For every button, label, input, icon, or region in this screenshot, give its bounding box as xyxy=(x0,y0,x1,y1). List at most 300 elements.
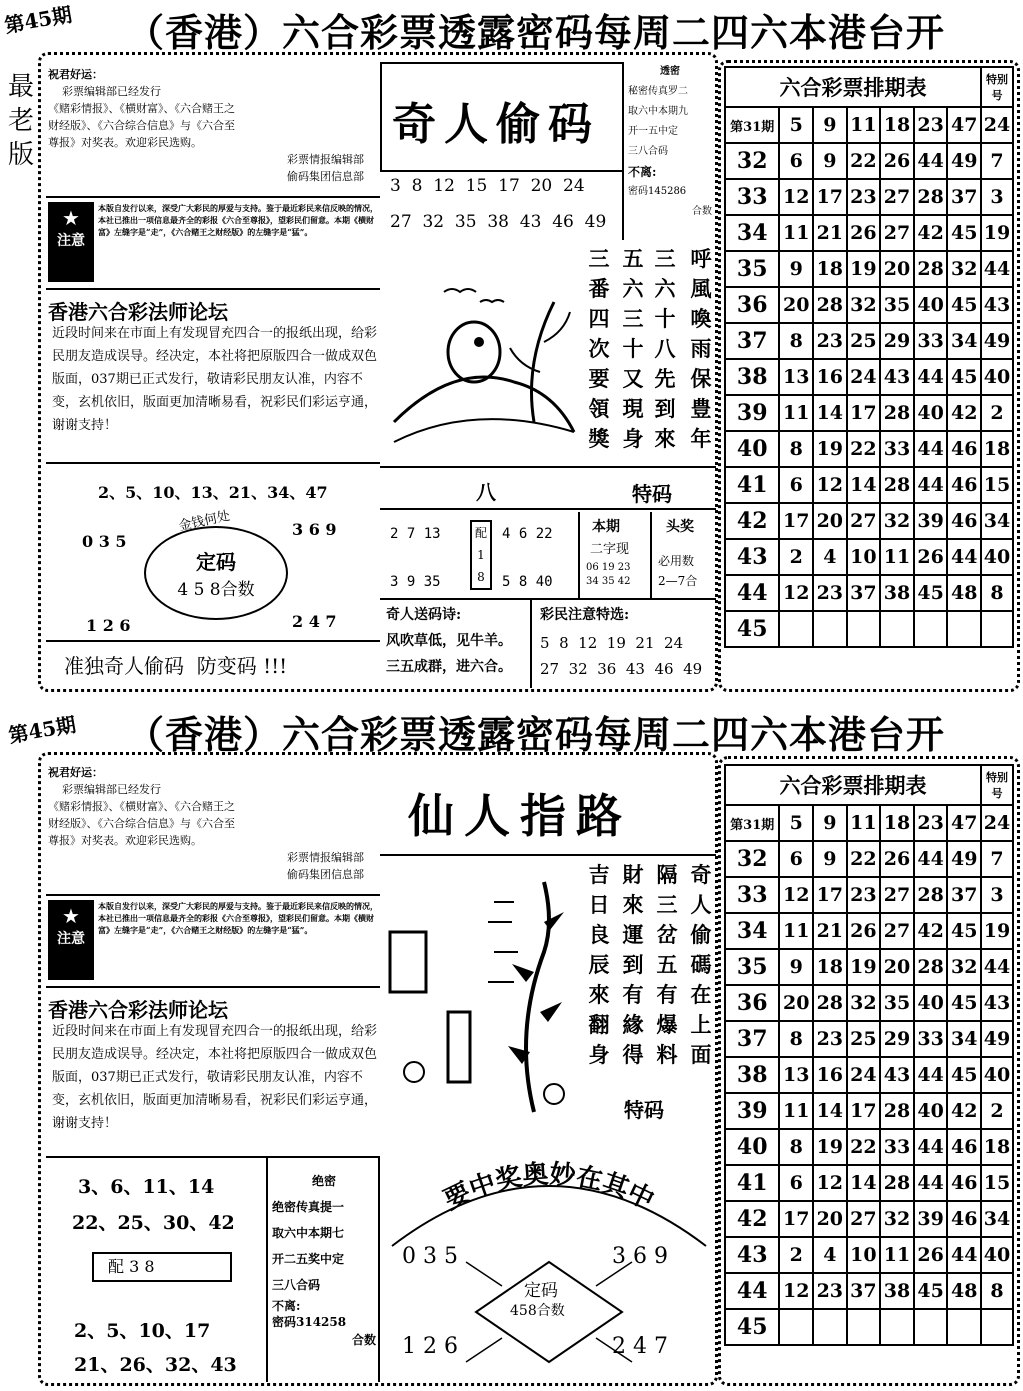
schedule-period: 42 xyxy=(725,503,779,539)
schedule-number: 46 xyxy=(947,431,981,467)
side-char: 最 xyxy=(7,72,34,102)
schedule-number: 10 xyxy=(847,1237,881,1273)
head-sub: 必用数 xyxy=(658,554,695,568)
schedule-number: 25 xyxy=(847,1021,881,1057)
schedule-number: 11 xyxy=(779,395,813,431)
schedule-number: 19 xyxy=(813,431,847,467)
schedule-number: 28 xyxy=(914,251,948,287)
schedule-number: 44 xyxy=(947,539,981,575)
divider xyxy=(380,854,716,856)
forum-title: 香港六合彩法师论坛 xyxy=(48,998,228,1022)
schedule-title: 六合彩票排期表 xyxy=(725,67,981,107)
schedule-number: 11 xyxy=(847,805,881,841)
schedule-period: 45 xyxy=(725,1309,779,1345)
schedule-period: 40 xyxy=(725,431,779,467)
schedule-number: 9 xyxy=(779,949,813,985)
schedule-number: 33 xyxy=(914,323,948,359)
schedule-number: 46 xyxy=(947,503,981,539)
schedule-number: 16 xyxy=(813,359,847,395)
schedule-special-head: 特别号 xyxy=(981,67,1013,107)
schedule-number: 14 xyxy=(813,1093,847,1129)
schedule-table-top xyxy=(724,66,1014,648)
schedule-number: 43 xyxy=(981,985,1013,1021)
schedule-number: 21 xyxy=(813,215,847,251)
schedule-number: 24 xyxy=(847,1057,881,1093)
poem-column: 三 番 四 次 要 領 獎 xyxy=(588,246,610,451)
schedule-number: 2 xyxy=(779,1237,813,1273)
schedule-number: 12 xyxy=(779,877,813,913)
diamond-sub: 458合数 xyxy=(510,1303,565,1319)
schedule-row xyxy=(725,539,1013,575)
schedule-number: 32 xyxy=(847,985,881,1021)
schedule-number: 28 xyxy=(813,985,847,1021)
numbers-row: 2、5、10、13、21、34、47 xyxy=(98,483,328,502)
schedule-number: 33 xyxy=(914,1021,948,1057)
schedule-number: 37 xyxy=(847,575,881,611)
schedule-number xyxy=(847,611,881,647)
schedule-row xyxy=(725,1273,1013,1309)
schedule-number: 11 xyxy=(779,215,813,251)
schedule-number: 18 xyxy=(880,107,914,143)
schedule-row xyxy=(725,1309,1013,1345)
schedule-number xyxy=(981,1309,1013,1345)
poem-column: 五 六 三 十 又 現 身 xyxy=(622,246,644,451)
schedule-number: 28 xyxy=(880,467,914,503)
schedule-period: 45 xyxy=(725,611,779,647)
schedule-number: 18 xyxy=(981,431,1013,467)
schedule-number: 40 xyxy=(981,1237,1013,1273)
poem-column: 呼 風 喚 雨 保 豊 年 xyxy=(690,246,712,451)
schedule-number: 28 xyxy=(880,395,914,431)
attention-nums: 27 32 36 43 46 49 xyxy=(540,660,703,678)
top-greeting xyxy=(48,66,378,194)
schedule-number: 17 xyxy=(847,1093,881,1129)
schedule-number: 40 xyxy=(981,359,1013,395)
schedule-number: 47 xyxy=(947,805,981,841)
poem2-line: 风吹草低，见牛羊。 xyxy=(386,633,512,649)
schedule-period: 43 xyxy=(725,539,779,575)
head-title: 头奖 xyxy=(666,519,694,535)
numbers-line: 21、26、32、43 xyxy=(74,1354,237,1376)
schedule-row xyxy=(725,431,1013,467)
diamond-title: 定码 xyxy=(524,1281,558,1301)
poem2-line: 三五成群，进六合。 xyxy=(386,659,512,675)
schedule-period: 35 xyxy=(725,949,779,985)
schedule-number: 13 xyxy=(779,359,813,395)
schedule-period: 41 xyxy=(725,467,779,503)
schedule-number: 12 xyxy=(779,575,813,611)
schedule-number: 47 xyxy=(947,107,981,143)
schedule-number xyxy=(914,1309,948,1345)
schedule-number: 49 xyxy=(947,841,981,877)
right-number: 3 6 9 xyxy=(292,520,337,539)
schedule-number: 40 xyxy=(981,1057,1013,1093)
current-title: 本期 xyxy=(592,519,620,535)
schedule-number: 2 xyxy=(981,395,1013,431)
schedule-number: 26 xyxy=(914,539,948,575)
schedule-number: 6 xyxy=(779,143,813,179)
schedule-row xyxy=(725,215,1013,251)
schedule-period: 第31期 xyxy=(725,107,779,143)
schedule-number: 42 xyxy=(947,1093,981,1129)
schedule-number: 45 xyxy=(947,1057,981,1093)
schedule-title: 六合彩票排期表 xyxy=(725,765,981,805)
pair-box: 配 3 8 xyxy=(92,1252,232,1282)
schedule-number: 18 xyxy=(813,251,847,287)
schedule-number: 18 xyxy=(880,805,914,841)
schedule-number: 20 xyxy=(880,251,914,287)
left-number: 0 3 5 xyxy=(402,1244,458,1269)
schedule-number xyxy=(847,1309,881,1345)
schedule-number: 17 xyxy=(813,877,847,913)
schedule-number: 6 xyxy=(779,841,813,877)
schedule-period: 37 xyxy=(725,323,779,359)
schedule-number: 11 xyxy=(847,107,881,143)
schedule-period: 第31期 xyxy=(725,805,779,841)
schedule-number: 11 xyxy=(779,1093,813,1129)
schedule-number: 6 xyxy=(779,467,813,503)
schedule-number: 46 xyxy=(947,1201,981,1237)
arc-text: 要中奖奥妙在其中 xyxy=(439,1159,659,1216)
schedule-number xyxy=(880,611,914,647)
divider xyxy=(46,288,380,290)
secret-line: 取六中本期七 xyxy=(272,1226,345,1240)
greeting-sign: 彩票情报编辑部 xyxy=(287,153,364,166)
schedule-row xyxy=(725,1021,1013,1057)
schedule-number: 29 xyxy=(880,323,914,359)
schedule-number: 26 xyxy=(914,1237,948,1273)
schedule-row xyxy=(725,1057,1013,1093)
schedule-special-head: 特别号 xyxy=(981,765,1013,805)
schedule-number: 44 xyxy=(914,467,948,503)
schedule-number: 28 xyxy=(914,179,948,215)
schedule-number: 49 xyxy=(981,323,1013,359)
mini-nums-b2: 5 8 40 xyxy=(502,574,553,590)
head-sub: 2—7合 xyxy=(658,574,698,588)
schedule-number: 9 xyxy=(813,143,847,179)
svg-text:要中奖奥妙在其中 xyxy=(440,1159,659,1216)
schedule-number: 23 xyxy=(813,1273,847,1309)
schedule-number: 44 xyxy=(914,1057,948,1093)
poem-column: 三 六 十 八 先 到 來 xyxy=(654,246,676,451)
schedule-row xyxy=(725,395,1013,431)
schedule-number: 14 xyxy=(847,1165,881,1201)
schedule-number xyxy=(947,611,981,647)
schedule-row xyxy=(725,805,1013,841)
secret-line: 取六中本期九 xyxy=(628,106,688,117)
schedule-number: 12 xyxy=(779,179,813,215)
schedule-number: 32 xyxy=(880,1201,914,1237)
greeting-line: 《赌彩情报》、《横财富》、《六合赌王之 xyxy=(48,800,235,813)
schedule-number xyxy=(981,611,1013,647)
schedule-number: 46 xyxy=(947,1129,981,1165)
schedule-number: 23 xyxy=(847,179,881,215)
schedule-number: 28 xyxy=(813,287,847,323)
schedule-number: 42 xyxy=(947,395,981,431)
schedule-number: 7 xyxy=(981,841,1013,877)
secret-code: 密码145286 xyxy=(628,186,687,197)
side-char: 老 xyxy=(7,106,34,136)
schedule-number xyxy=(947,1309,981,1345)
title-text: 仙人指路 xyxy=(408,789,632,843)
schedule-period: 43 xyxy=(725,1237,779,1273)
numbers-line: 2、5、10、17 xyxy=(74,1320,211,1342)
secret-line: 三八合码 xyxy=(272,1278,321,1292)
schedule-number xyxy=(880,1309,914,1345)
schedule-number: 40 xyxy=(914,287,948,323)
title-numbers-2: 27 32 35 38 43 46 49 xyxy=(390,212,607,232)
schedule-number: 20 xyxy=(813,503,847,539)
schedule-number: 11 xyxy=(779,913,813,949)
greeting-line: 《赌彩情报》、《横财富》、《六合赌王之 xyxy=(48,102,235,115)
schedule-number: 11 xyxy=(880,539,914,575)
schedule-number: 32 xyxy=(880,503,914,539)
schedule-number: 15 xyxy=(981,467,1013,503)
secret-head: 绝密 xyxy=(311,1174,336,1188)
schedule-number: 23 xyxy=(813,323,847,359)
divider xyxy=(650,512,652,598)
schedule-row xyxy=(725,877,1013,913)
schedule-row xyxy=(725,985,1013,1021)
schedule-number: 48 xyxy=(947,1273,981,1309)
schedule-number: 2 xyxy=(779,539,813,575)
schedule-row xyxy=(725,179,1013,215)
schedule-number: 8 xyxy=(779,431,813,467)
schedule-number: 35 xyxy=(880,985,914,1021)
schedule-number: 5 xyxy=(779,805,813,841)
greeting-line: 彩票编辑部已经发行 xyxy=(62,783,161,796)
schedule-number xyxy=(779,1309,813,1345)
schedule-number: 17 xyxy=(779,503,813,539)
schedule-number: 12 xyxy=(779,1273,813,1309)
special-label: 特码 xyxy=(624,1098,664,1122)
schedule-number: 23 xyxy=(914,805,948,841)
schedule-row xyxy=(725,503,1013,539)
current-sub: 二字现 xyxy=(590,542,630,557)
oval-title: 定码 xyxy=(196,550,236,574)
oval-sub: 4 5 8合数 xyxy=(177,580,255,600)
schedule-period: 39 xyxy=(725,1093,779,1129)
divider xyxy=(530,598,532,688)
schedule-row xyxy=(725,949,1013,985)
schedule-period: 44 xyxy=(725,575,779,611)
attention-title: 彩民注意特选: xyxy=(540,607,630,623)
schedule-number: 16 xyxy=(813,1057,847,1093)
schedule-period: 39 xyxy=(725,395,779,431)
schedule-number: 40 xyxy=(981,539,1013,575)
bottom-right-number: 2 4 7 xyxy=(292,612,337,631)
schedule-number: 29 xyxy=(880,1021,914,1057)
schedule-number: 23 xyxy=(847,877,881,913)
schedule-number: 20 xyxy=(779,985,813,1021)
schedule-row xyxy=(725,143,1013,179)
schedule-period: 34 xyxy=(725,215,779,251)
bottom-right-number: 2 4 7 xyxy=(612,1334,668,1359)
schedule-period: 33 xyxy=(725,877,779,913)
schedule-number: 44 xyxy=(914,431,948,467)
schedule-row xyxy=(725,841,1013,877)
secret-line: 开二五奖中定 xyxy=(272,1252,345,1266)
schedule-number: 44 xyxy=(981,949,1013,985)
schedule-number: 44 xyxy=(914,1165,948,1201)
mini-grid xyxy=(382,512,716,598)
schedule-row xyxy=(725,1165,1013,1201)
notice-badge xyxy=(48,202,94,282)
schedule-number xyxy=(914,611,948,647)
schedule-number: 22 xyxy=(847,431,881,467)
schedule-number: 14 xyxy=(813,395,847,431)
schedule-number: 8 xyxy=(981,1273,1013,1309)
attention-nums: 5 8 12 19 21 24 xyxy=(540,634,684,652)
schedule-number: 17 xyxy=(779,1201,813,1237)
schedule-number: 34 xyxy=(981,503,1013,539)
schedule-number xyxy=(813,611,847,647)
secret-noleave: 不离: xyxy=(272,1299,301,1313)
notice-badge xyxy=(48,900,94,980)
schedule-number: 19 xyxy=(981,215,1013,251)
title-text: 奇人偷码 xyxy=(392,99,600,150)
schedule-number: 18 xyxy=(813,949,847,985)
schedule-number: 20 xyxy=(779,287,813,323)
schedule-number: 8 xyxy=(779,323,813,359)
schedule-number: 6 xyxy=(779,1165,813,1201)
schedule-number: 32 xyxy=(847,287,881,323)
schedule-number: 19 xyxy=(813,1129,847,1165)
secret-line: 绝密传真提一 xyxy=(272,1200,345,1214)
schedule-number: 27 xyxy=(880,877,914,913)
notice-badge-text: 注意 xyxy=(57,931,85,947)
schedule-number: 19 xyxy=(847,949,881,985)
forum-text: 近段时间来在市面上有发现冒充四合一的报纸出现，给彩民朋友造成误导。经决定，本社将把原版四合一做成双色版面，037期已正式发行，敬请彩民朋友认准，内容不变，玄机依旧，版面更加清晰易看，祝彩民们彩运亨通，谢谢支持！ xyxy=(52,1024,378,1131)
schedule-number: 44 xyxy=(981,251,1013,287)
divider xyxy=(622,62,624,240)
poem-column: 財 來 運 到 有 緣 得 xyxy=(622,862,644,1067)
poem-column: 吉 日 良 辰 來 翻 身 xyxy=(588,862,610,1067)
greeting-sign: 偷码集团信息部 xyxy=(287,170,364,183)
schedule-table-bottom xyxy=(724,764,1014,1346)
greeting-line: 尊报》对奖表。欢迎彩民选购。 xyxy=(48,136,202,149)
schedule-number: 11 xyxy=(880,1237,914,1273)
bottom-greeting xyxy=(48,764,378,892)
schedule-row xyxy=(725,107,1013,143)
schedule-number: 18 xyxy=(981,1129,1013,1165)
schedule-number xyxy=(779,611,813,647)
greeting-line: 财经版》、《六合综合信息》与《六合至 xyxy=(48,119,235,132)
current-nums: 06 19 23 xyxy=(586,562,631,573)
schedule-number: 21 xyxy=(813,913,847,949)
schedule-number: 10 xyxy=(847,539,881,575)
greeting-line: 彩票编辑部已经发行 xyxy=(62,85,161,98)
schedule-row xyxy=(725,611,1013,647)
schedule-number: 19 xyxy=(847,251,881,287)
schedule-number: 46 xyxy=(947,467,981,503)
schedule-period: 33 xyxy=(725,179,779,215)
greeting-sign: 彩票情报编辑部 xyxy=(287,851,364,864)
schedule-period: 32 xyxy=(725,841,779,877)
schedule-period: 41 xyxy=(725,1165,779,1201)
schedule-number: 24 xyxy=(981,107,1013,143)
schedule-number: 28 xyxy=(914,949,948,985)
poem-column: 奇 人 偷 碼 在 上 面 xyxy=(690,862,712,1067)
schedule-number: 42 xyxy=(914,913,948,949)
schedule-number: 28 xyxy=(880,1165,914,1201)
secret-box xyxy=(272,1168,376,1350)
schedule-number: 8 xyxy=(779,1129,813,1165)
bird-illustration xyxy=(384,272,584,462)
schedule-number: 8 xyxy=(779,1021,813,1057)
numbers-line: 3、6、11、14 xyxy=(78,1176,215,1198)
schedule-number: 40 xyxy=(914,395,948,431)
code-oval xyxy=(144,526,288,620)
divider xyxy=(46,1156,380,1158)
schedule-number: 9 xyxy=(813,805,847,841)
current-nums: 34 35 42 xyxy=(586,576,631,587)
schedule-number xyxy=(813,1309,847,1345)
schedule-number: 44 xyxy=(914,359,948,395)
headline: （香港）六合彩票透露密码每周二四六本港台开 xyxy=(126,712,946,757)
schedule-number: 28 xyxy=(880,1093,914,1129)
divider xyxy=(46,196,380,198)
schedule-number: 24 xyxy=(847,359,881,395)
schedule-number: 2 xyxy=(981,1093,1013,1129)
schedule-number: 44 xyxy=(914,143,948,179)
notice-text: 本版自发行以来，深受广大彩民的厚爱与支持。鉴于最近彩民来信反映的情况，本社已推出一项信息最齐全的彩报《六合至尊报》，望彩民们留意。本期《横财富》左缝字是“走”，《六合赌王之财经版》的左缝字是“猛”。 xyxy=(98,203,378,237)
schedule-number: 43 xyxy=(981,287,1013,323)
secret-line: 开一五中定 xyxy=(628,126,678,137)
greeting-title: 祝君好运： xyxy=(48,68,103,81)
schedule-number: 12 xyxy=(813,1165,847,1201)
secret-line: 三八合码 xyxy=(628,146,668,157)
schedule-number: 39 xyxy=(914,503,948,539)
schedule-number: 45 xyxy=(947,913,981,949)
schedule-number: 35 xyxy=(880,287,914,323)
greeting-line: 财经版》、《六合综合信息》与《六合至 xyxy=(48,817,235,830)
left-number: 0 3 5 xyxy=(82,532,127,551)
schedule-period: 38 xyxy=(725,1057,779,1093)
secret-noleave: 不离: xyxy=(628,165,657,179)
right-number: 3 6 9 xyxy=(612,1244,668,1269)
schedule-number: 45 xyxy=(947,985,981,1021)
schedule-number: 7 xyxy=(981,143,1013,179)
schedule-period: 38 xyxy=(725,359,779,395)
schedule-number: 45 xyxy=(914,1273,948,1309)
schedule-row xyxy=(725,359,1013,395)
schedule-number: 14 xyxy=(847,467,881,503)
schedule-number: 43 xyxy=(880,359,914,395)
schedule-number: 5 xyxy=(779,107,813,143)
schedule-number: 22 xyxy=(847,143,881,179)
schedule-number: 26 xyxy=(880,841,914,877)
schedule-row xyxy=(725,1237,1013,1273)
schedule-number: 49 xyxy=(947,143,981,179)
divider xyxy=(578,512,580,598)
divider xyxy=(266,1156,268,1382)
secret-head: 透密 xyxy=(660,66,680,77)
schedule-row xyxy=(725,1093,1013,1129)
schedule-number: 17 xyxy=(847,395,881,431)
mini-nums-b1: 4 6 22 xyxy=(502,526,553,542)
ring-label: 金钱何处 xyxy=(177,508,232,535)
schedule-number: 20 xyxy=(880,949,914,985)
headline: （香港）六合彩票透露密码每周二四六本港台开 xyxy=(126,10,946,55)
poem-column: 隔 三 岔 五 有 爆 料 xyxy=(656,862,678,1067)
schedule-number: 27 xyxy=(847,1201,881,1237)
mark-label: 八 xyxy=(476,480,496,504)
side-label xyxy=(4,70,38,172)
schedule-number: 46 xyxy=(947,1165,981,1201)
schedule-number: 49 xyxy=(981,1021,1013,1057)
schedule-number: 48 xyxy=(947,575,981,611)
